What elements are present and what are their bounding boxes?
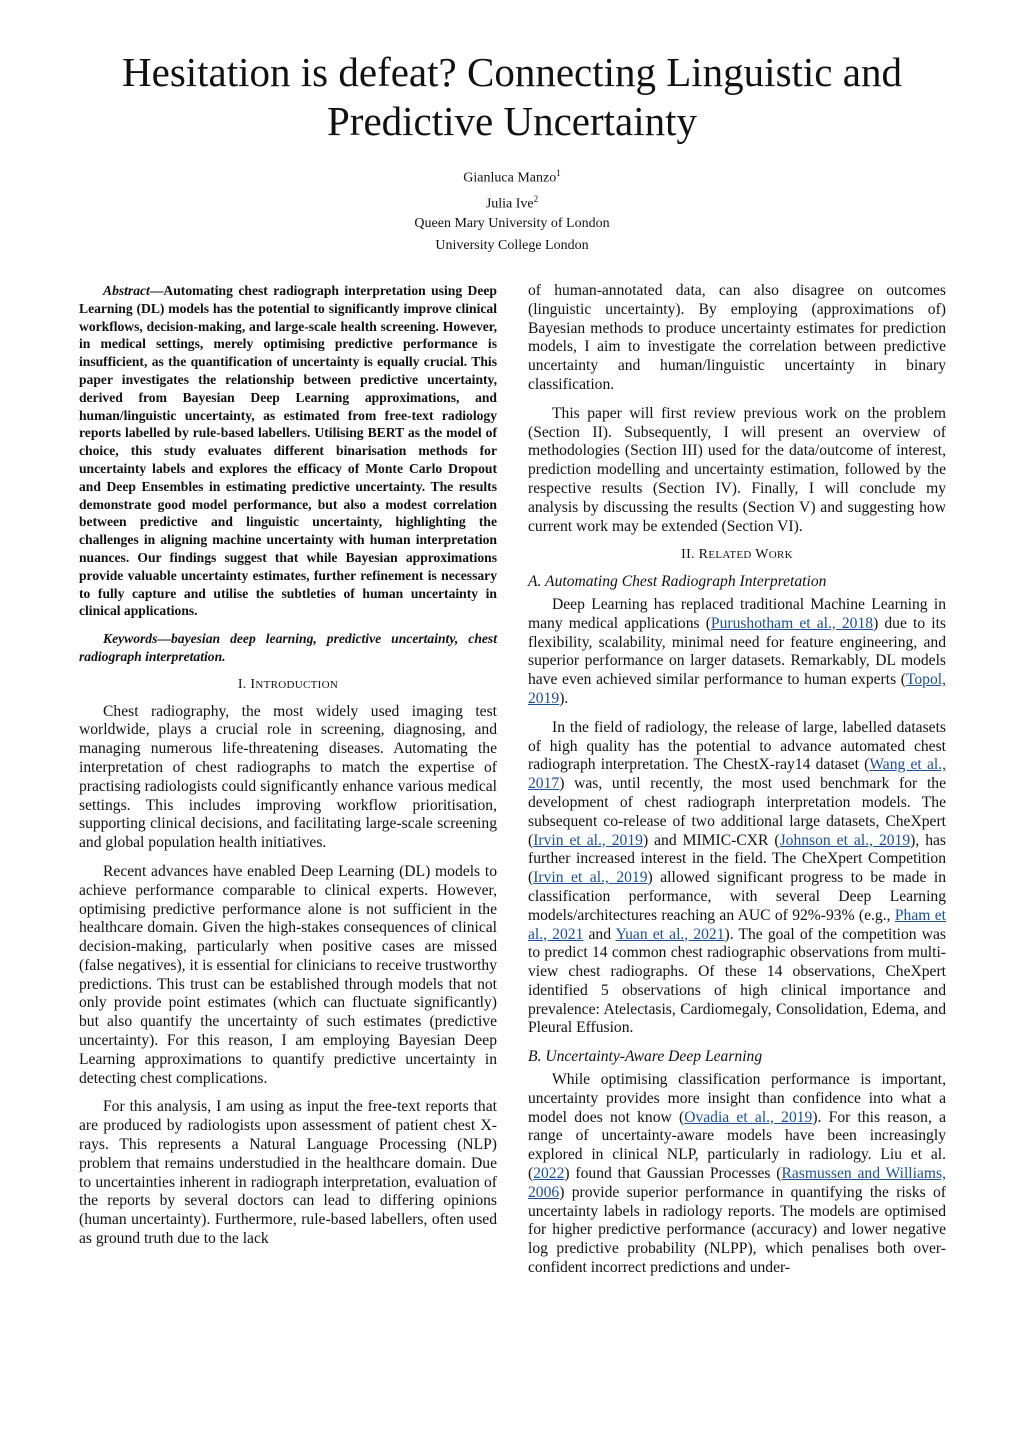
- citation-link[interactable]: Pham et al., 2021: [528, 906, 946, 943]
- keywords: Keywords—bayesian deep learning, predictive uncertainty, chest radiograph interpretation.: [79, 631, 497, 664]
- abstract: Abstract—Automating chest radiograph interpretation using Deep Learning (DL) models has the potential to significantly improve clinical workflows, decision-making, and large-scale health screening. However, in medical settings, merely optimising predictive performance is insufficient, as the quantification of uncertainty is equally crucial. This paper investigates the relationship between predictive uncertainty, derived from Bayesian Deep Learning approximations, and human/linguistic uncertainty, as estimated from free-text radiology reports labelled by rule-based labellers. Utilising BERT as the model of choice, this study evaluates different binarisation methods for uncertainty labels and explores the efficacy of Monte Carlo Dropout and Deep Ensembles in estimating predictive uncertainty. The results demonstrate good model performance, but also a modest correlation between predictive and linguistic uncertainty, highlighting the challenges in aligning machine uncertainty with human interpretation nuances. Our findings suggest that while Bayesian approximations provide valuable uncertainty estimates, further refinement is necessary to fully capture and utilise the subtleties of human uncertainty in clinical applications.: [79, 283, 497, 619]
- intro-paragraph-3-continued: of human-annotated data, can also disagree on outcomes (linguistic uncertainty). By employing (approximations of) Bayesian methods to produce uncertainty estimates for prediction models, I aim to investigate the correlation between predictive uncertainty and human/linguistic uncertainty in binary classification.: [528, 282, 946, 393]
- related-paragraph-2: In the field of radiology, the release of large, labelled datasets of high quality has the potential to advance automated chest radiograph interpretation. The ChestX-ray14 dataset (Wang et al., 2017) was, until recently, the most used benchmark for the development of chest radiograph interpretation models. The subsequent co-release of two additional large datasets, CheXpert (Irvin et al., 2019) and MIMIC-CXR (Johnson et al., 2019), has further increased interest in the field. The CheXpert Competition (Irvin et al., 2019) allowed significant progress to be made in classification performance, with several Deep Learning models/architectures reaching an AUC of 92%-93% (e.g., Pham et al., 2021 and Yuan et al., 2021). The goal of the competition was to predict 14 common chest radiographic observations from multi-view chest radiographs. Of these 14 observations, CheXpert identified 5 observations of high clinical importance and prevalence: Atelectasis, Cardiomegaly, Consolidation, Edema, and Pleural Effusion.: [528, 718, 947, 1037]
- citation-link[interactable]: Ovadia et al., 2019: [684, 1108, 813, 1126]
- subsection-heading-b: B. Uncertainty-Aware Deep Learning: [528, 1048, 763, 1066]
- citation-link[interactable]: Wang et al., 2017: [528, 756, 946, 793]
- intro-paragraph-3: For this analysis, I am using as input the free-text reports that are produced by radiologists upon assessment of patient chest X-rays. This represents a Natural Language Processing (NLP) problem that remains understudied in the healthcare domain. Due to uncertainties inherent in radiograph interpretation, evaluation of the reports by several doctors can lead to differing opinions (human uncertainty). Furthermore, rule-based labellers, often used as ground truth due to the lack: [79, 1098, 497, 1248]
- section-heading-introduction: I. INTRODUCTION: [237, 676, 339, 692]
- title-line-2: Predictive Uncertainty: [326, 98, 697, 144]
- section-heading-related-work: II. RELATED WORK: [681, 547, 793, 563]
- title-line-1: Hesitation is defeat? Connecting Linguistic and: [122, 49, 902, 95]
- intro-paragraph-4: This paper will first review previous work on the problem (Section II). Subsequently, I will present an overview of methodologies (Section III) used for the data/outcome of interest, prediction modelling and uncertainty estimation, followed by the respective results (Section IV). Finally, I will conclude my analysis by discussing the results (Section V) and suggesting how current work may be extended (Section VI).: [528, 404, 946, 535]
- intro-paragraph-2: Recent advances have enabled Deep Learning (DL) models to achieve performance comparable to clinical experts. However, optimising predictive performance alone is not sufficient in the healthcare domain. Given the high-stakes consequences of clinical decision-making, particularly when positive cases are missed (false negatives), it is essential for clinicians to receive trustworthy predictions. This trust can be established through models that not only provide point estimates (which can fluctuate significantly) but also quantify the uncertainty of such estimates (predictive uncertainty). For this reason, I am employing Bayesian Deep Learning approximations to quantify predictive uncertainty in detecting chest complications.: [79, 862, 497, 1087]
- author-1: Gianluca Manzo$^1$: [463, 168, 561, 186]
- related-paragraph-1: Deep Learning has replaced traditional Machine Learning in many medical applications (Purushotham et al., 2018) due to its flexibility, scalability, minimal need for feature engineering, and superior performance on larger datasets. Remarkably, DL models have even achieved similar performance to human experts (Topol, 2019).: [528, 595, 946, 707]
- affiliation-2: University College London: [435, 238, 589, 254]
- right-column: [528, 282, 946, 1288]
- citation-link[interactable]: 2022: [533, 1165, 565, 1183]
- citation-link[interactable]: Irvin et al., 2019: [533, 869, 648, 887]
- related-paragraph-3: While optimising classification performance is important, uncertainty provides more insight than confidence into what a model does not know (Ovadia et al., 2019). For this reason, a range of uncertainty-aware models have been increasingly explored in clinical NLP, particularly in radiology. Liu et al. (2022) found that Gaussian Processes (Rasmussen and Williams, 2006) provide superior performance in quantifying the risks of uncertainty labels in radiology reports. The models are optimised for higher predictive performance (accuracy) and lower negative log predictive probability (NLPP), which penalises both over-confident incorrect predictions and under-: [528, 1071, 946, 1277]
- citation-link[interactable]: Topol, 2019: [528, 671, 946, 707]
- citation-link[interactable]: Rasmussen and Williams, 2006: [528, 1165, 946, 1201]
- citation-link[interactable]: Yuan et al., 2021: [615, 925, 725, 943]
- citation-link[interactable]: Irvin et al., 2019: [533, 831, 643, 849]
- author-2: Julia Ive$^2$: [485, 193, 539, 212]
- subsection-heading-a: A. Automating Chest Radiograph Interpretation: [528, 573, 827, 591]
- author-block: [262, 163, 762, 256]
- citation-link[interactable]: Johnson et al., 2019: [779, 831, 911, 849]
- citation-link[interactable]: Purushotham et al., 2018: [710, 614, 874, 632]
- affiliation-1: Queen Mary University of London: [414, 216, 610, 232]
- paper-title: [60, 48, 964, 146]
- left-column: [79, 282, 497, 1259]
- intro-paragraph-1: Chest radiography, the most widely used imaging test worldwide, plays a crucial role in screening, diagnosing, and managing numerous life-threatening diseases. Automating the interpretation of chest radiographs to match the expertise of practising radiologists could significantly enhance various medical settings. This includes improving workflow prioritisation, supporting clinical decisions, and facilitating large-scale screening and global population health initiatives.: [79, 702, 497, 852]
